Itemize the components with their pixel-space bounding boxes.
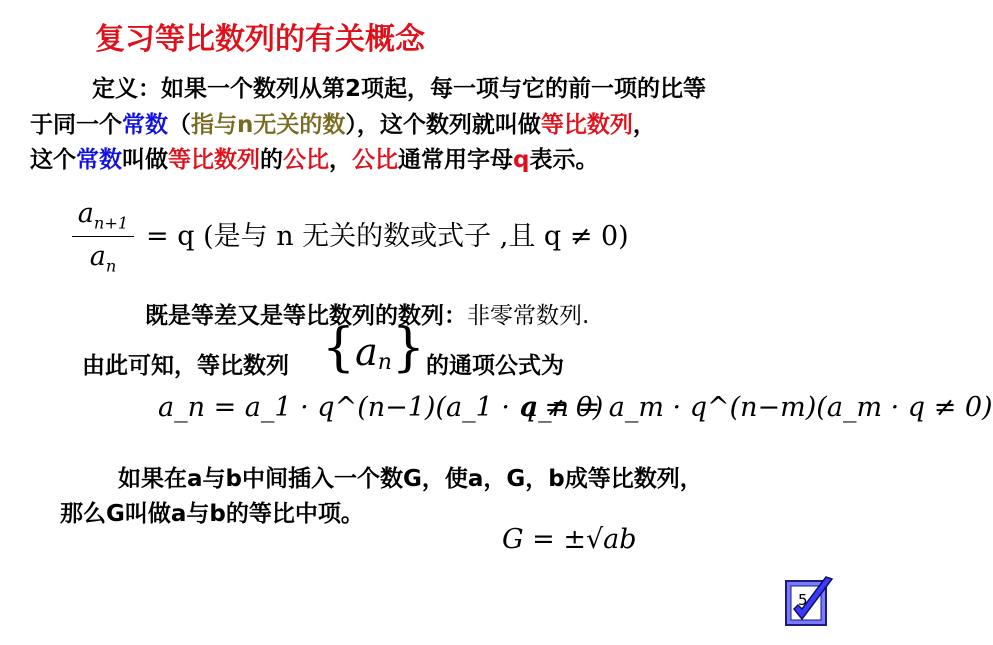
highlight-note: 指与n无关的数	[191, 112, 346, 138]
geometric-mean-line-2: 那么G叫做a与b的等比中项。	[60, 501, 364, 527]
general-term-line	[82, 347, 289, 380]
text: 于同一个	[30, 112, 122, 138]
general-term-tail: 的通项公式为	[426, 353, 564, 379]
geometric-mean-formula: G = ±√ab	[502, 524, 637, 555]
answer: 非零常数列.	[467, 303, 590, 329]
highlight-q: q	[513, 147, 530, 173]
general-term-formula: a_n = a_1 · q^(n−1)(a_1 · q ≠ 0)	[158, 392, 604, 423]
highlight-geometric-sequence: 等比数列	[168, 147, 260, 173]
highlight-geometric-sequence: 等比数列	[540, 112, 633, 138]
geometric-mean-line-1: 如果在a与b中间插入一个数G，使a，G，b成等比数列，	[118, 466, 703, 492]
ratio-fraction	[72, 198, 134, 276]
ratio-formula-rhs: = q (是与 n 无关的数或式子 ,且 q ≠ 0)	[146, 221, 629, 252]
definition-line-3	[30, 141, 598, 174]
text: ，	[632, 112, 656, 138]
highlight-constant: 常数	[122, 112, 168, 138]
sequence-notation	[322, 318, 426, 378]
right-brace: }	[391, 318, 426, 378]
text: 的	[260, 147, 283, 173]
slide-number: 5	[798, 591, 808, 609]
fraction-bar	[72, 236, 134, 237]
checkmark-icon	[782, 575, 838, 631]
text: ，	[329, 147, 352, 173]
sequence-subscript: n	[377, 350, 392, 376]
sequence-symbol: a	[355, 330, 378, 374]
text: 叫做	[122, 147, 168, 173]
text: （	[168, 112, 191, 138]
slide-title: 复习等比数列的有关概念	[95, 22, 425, 57]
highlight-ratio: 公比	[283, 147, 329, 173]
text: 由此可知，等比数列	[82, 353, 289, 379]
highlight-ratio: 公比	[352, 147, 398, 173]
text: 既是等差又是等比数列的数列：	[145, 303, 467, 329]
fraction-numerator: $a_{n+1}$	[77, 198, 129, 233]
fraction-denominator: $a_n$	[89, 241, 117, 276]
definition-line-2	[30, 106, 656, 139]
text: ），这个数列就叫做	[345, 112, 541, 138]
highlight-constant: 常数	[76, 147, 122, 173]
left-brace: {	[322, 318, 356, 378]
general-term-formula-m: a_n = a_m · q^(n−m)(a_m · q ≠ 0)	[522, 392, 993, 423]
text: 通常用字母	[398, 147, 513, 173]
definition-line-1: 定义：如果一个数列从第2项起，每一项与它的前一项的比等	[92, 76, 707, 102]
slide-number-badge[interactable]	[782, 575, 838, 631]
text: 这个	[30, 147, 76, 173]
text: 表示。	[529, 147, 599, 173]
